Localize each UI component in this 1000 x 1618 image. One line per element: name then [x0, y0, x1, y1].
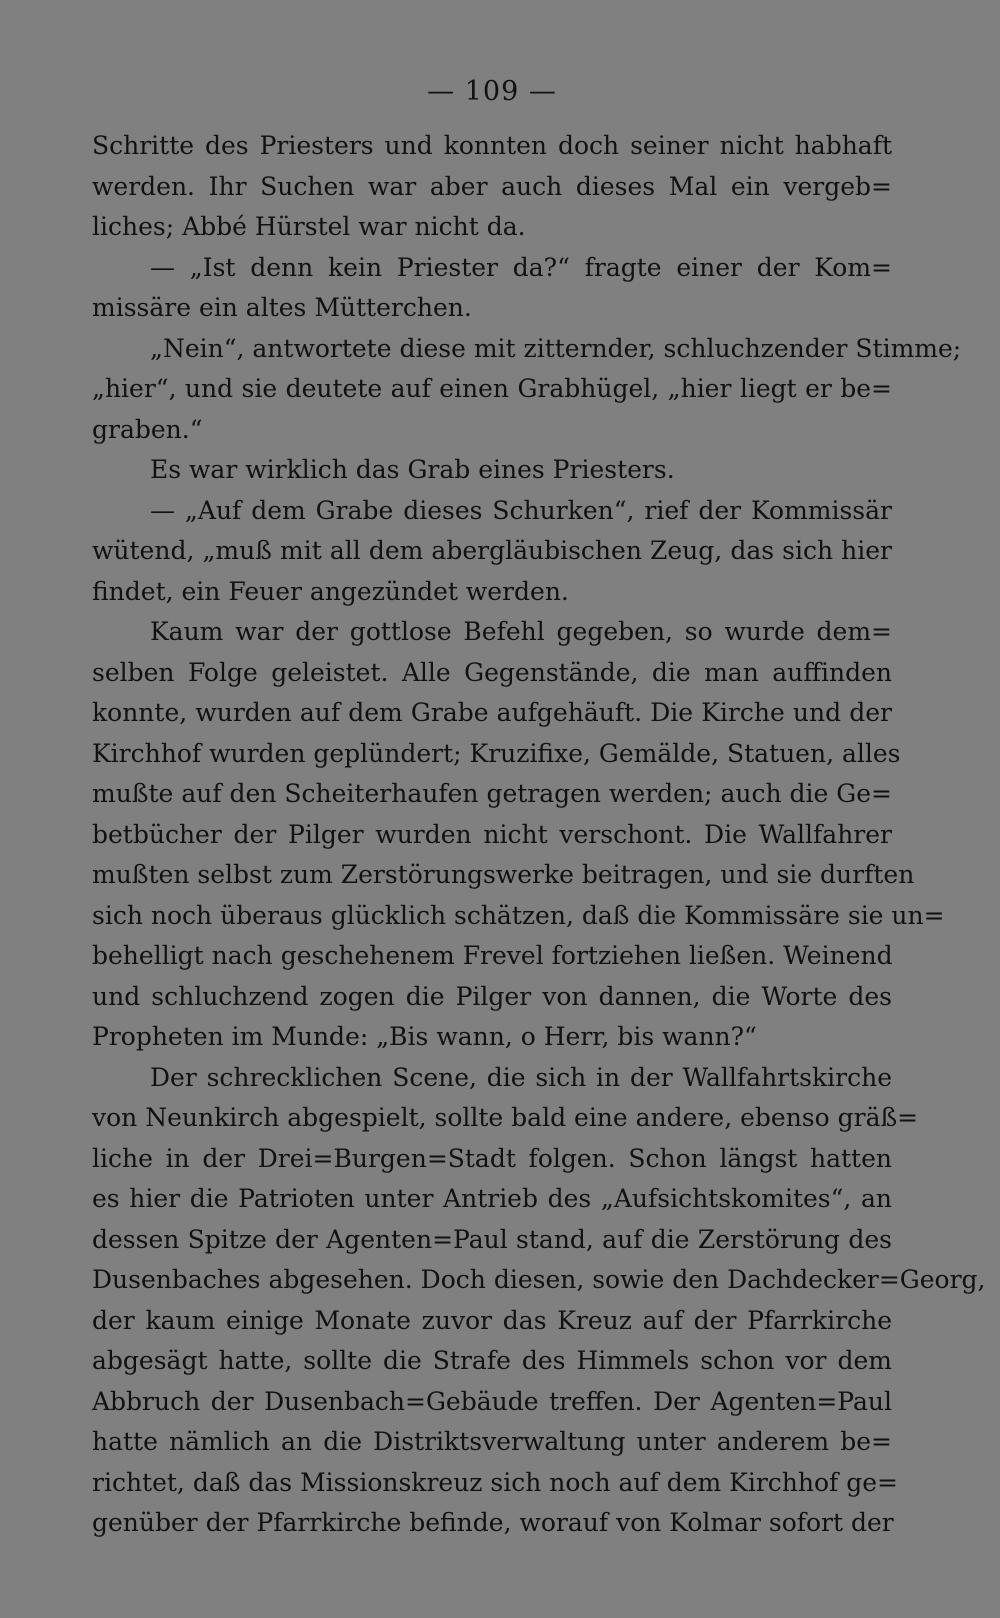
- body-text: [92, 126, 986, 1544]
- text-line: es hier die Patrioten unter Antrieb des „Aufsichtskomites“, an: [92, 1184, 892, 1213]
- text-line: selben Folge geleistet. Alle Gegenstände, die man auffinden: [92, 657, 892, 687]
- text-line: mußten selbst zum Zerstörungswerke beitragen, und sie durften: [92, 860, 915, 889]
- text-line: Dusenbaches abgesehen. Doch diesen, sowie den Dachdecker=Georg,: [92, 1265, 986, 1294]
- text-line: abgesägt hatte, sollte die Strafe des Himmels schon vor dem: [92, 1346, 892, 1375]
- text-line: richtet, daß das Missionskreuz sich noch auf dem Kirchhof ge=: [92, 1467, 898, 1497]
- text-line: — „Auf dem Grabe dieses Schurken“, rief der Kommissär: [150, 495, 892, 525]
- text-line: betbücher der Pilger wurden nicht verschont. Die Wallfahrer: [92, 819, 892, 849]
- text-line: „hier“, und sie deutete auf einen Grabhügel, „hier liegt er be=: [92, 374, 892, 403]
- text-line: graben.“: [92, 414, 203, 444]
- text-line: wütend, „muß mit all dem abergläubischen Zeug, das sich hier: [92, 536, 892, 565]
- text-line: liches; Abbé Hürstel war nicht da.: [92, 212, 526, 241]
- text-line: und schluchzend zogen die Pilger von dannen, die Worte des: [92, 981, 892, 1011]
- page-number: [92, 72, 892, 112]
- text-line: werden. Ihr Suchen war aber auch dieses Mal ein vergeb=: [92, 171, 892, 201]
- text-line: genüber der Pfarrkirche befinde, worauf von Kolmar sofort der: [92, 1508, 894, 1537]
- text-line: Es war wirklich das Grab eines Priesters.: [150, 455, 675, 484]
- text-line: Kaum war der gottlose Befehl gegeben, so wurde dem=: [150, 617, 892, 646]
- text-line: dessen Spitze der Agenten=Paul stand, auf die Zerstörung des: [92, 1224, 892, 1254]
- text-line: der kaum einige Monate zuvor das Kreuz auf der Pfarrkirche: [92, 1305, 892, 1335]
- text-line: Schritte des Priesters und konnten doch seiner nicht habhaft: [92, 131, 892, 160]
- text-line: findet, ein Feuer angezündet werden.: [92, 576, 569, 606]
- text-line: Der schrecklichen Scene, die sich in der Wallfahrtskirche: [150, 1062, 892, 1092]
- text-line: Kirchhof wurden geplündert; Kruzifixe, Gemälde, Statuen, alles: [92, 738, 901, 768]
- text-line: mußte auf den Scheiterhaufen getragen werden; auch die Ge=: [92, 779, 892, 808]
- text-line: — „Ist denn kein Priester da?“ fragte einer der Kom=: [150, 252, 892, 282]
- text-line: hatte nämlich an die Distriktsverwaltung unter anderem be=: [92, 1427, 892, 1456]
- text-line: sich noch überaus glücklich schätzen, daß die Kommissäre sie un=: [92, 900, 945, 930]
- text-line: liche in der Drei=Burgen=Stadt folgen. Schon längst hatten: [92, 1143, 892, 1173]
- text-line: Abbruch der Dusenbach=Gebäude treffen. Der Agenten=Paul: [92, 1386, 892, 1416]
- text-line: von Neunkirch abgespielt, sollte bald eine andere, ebenso gräß=: [92, 1103, 919, 1132]
- text-line: missäre ein altes Mütterchen.: [92, 293, 472, 322]
- text-line: behelligt nach geschehenem Frevel fortziehen ließen. Weinend: [92, 941, 893, 970]
- text-line: konnte, wurden auf dem Grabe aufgehäuft. Die Kirche und der: [92, 698, 892, 727]
- text-line: „Nein“, antwortete diese mit zitternder, schluchzender Stimme;: [150, 333, 962, 363]
- text-line: Propheten im Munde: „Bis wann, o Herr, bis wann?“: [92, 1022, 757, 1051]
- page-number-text: — 109 —: [427, 76, 557, 107]
